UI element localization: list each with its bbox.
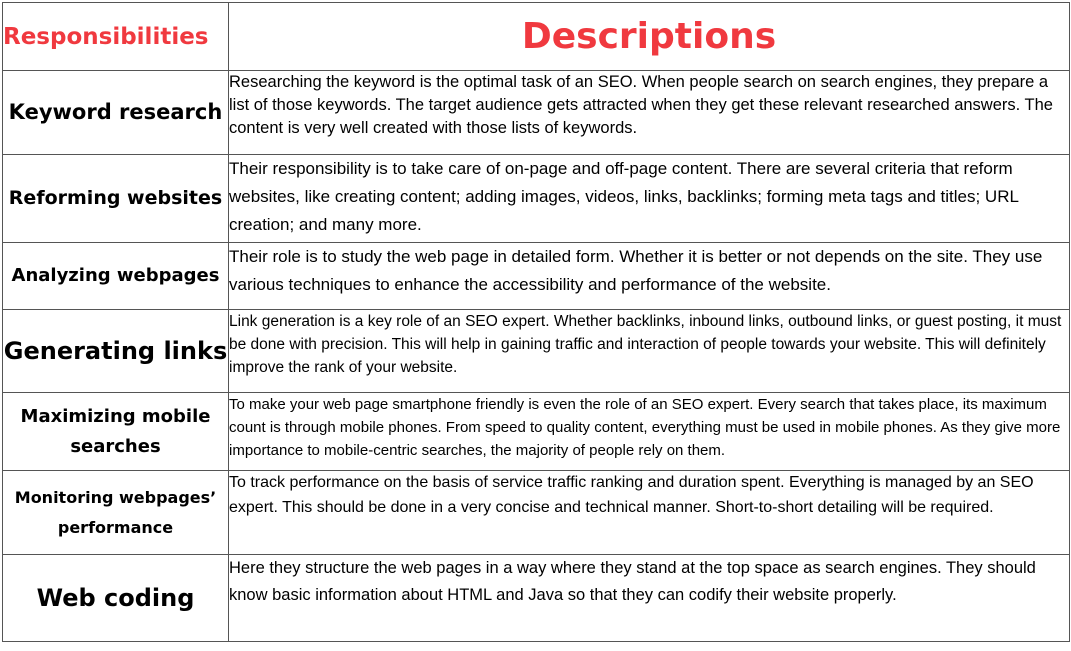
header-row	[3, 3, 1070, 71]
table-row	[3, 310, 1070, 393]
table-row	[3, 393, 1070, 471]
description-cell: Researching the keyword is the optimal task of an SEO. When people search on search engines, they prepare a list of those keywords. The target audience gets attracted when they get these relevant researched answers. The content is very well created with those lists of keywords.	[229, 71, 1070, 155]
responsibility-cell: Maximizing mobile searches	[3, 393, 229, 471]
responsibility-cell: Keyword research	[3, 71, 229, 155]
descriptions-header: Descriptions	[229, 3, 1070, 71]
table-row	[3, 71, 1070, 155]
responsibility-cell: Generating links	[3, 310, 229, 393]
description-cell: Their responsibility is to take care of on-page and off-page content. There are several criteria that reform websites, like creating content; adding images, videos, links, backlinks; forming meta tags and titles; URL creation; and many more.	[229, 155, 1070, 243]
description-cell: To make your web page smartphone friendly is even the role of an SEO expert. Every search that takes place, its maximum count is through mobile phones. From speed to quality content, everything must be used in mobile phones. As they give more importance to mobile-centric searches, the majority of people rely on them.	[229, 393, 1070, 471]
description-cell: Link generation is a key role of an SEO expert. Whether backlinks, inbound links, outbound links, or guest posting, it must be done with precision. This will help in gaining traffic and interaction of people towards your website. This will definitely improve the rank of your website.	[229, 310, 1070, 393]
responsibilities-table	[2, 2, 1070, 642]
responsibility-cell: Web coding	[3, 555, 229, 642]
description-cell: Their role is to study the web page in detailed form. Whether it is better or not depends on the site. They use various techniques to enhance the accessibility and performance of the website.	[229, 243, 1070, 310]
responsibility-cell: Analyzing webpages	[3, 243, 229, 310]
description-cell: To track performance on the basis of service traffic ranking and duration spent. Everything is managed by an SEO expert. This should be done in a very concise and technical manner. Short-to-short detailing will be required.	[229, 471, 1070, 555]
responsibility-cell: Monitoring webpages’ performance	[3, 471, 229, 555]
responsibilities-header: Responsibilities	[3, 3, 229, 71]
table-row	[3, 155, 1070, 243]
description-cell: Here they structure the web pages in a way where they stand at the top space as search engines. They should know basic information about HTML and Java so that they can codify their website properly.	[229, 555, 1070, 642]
table-row	[3, 471, 1070, 555]
responsibility-cell: Reforming websites	[3, 155, 229, 243]
table-row	[3, 555, 1070, 642]
table-row	[3, 243, 1070, 310]
